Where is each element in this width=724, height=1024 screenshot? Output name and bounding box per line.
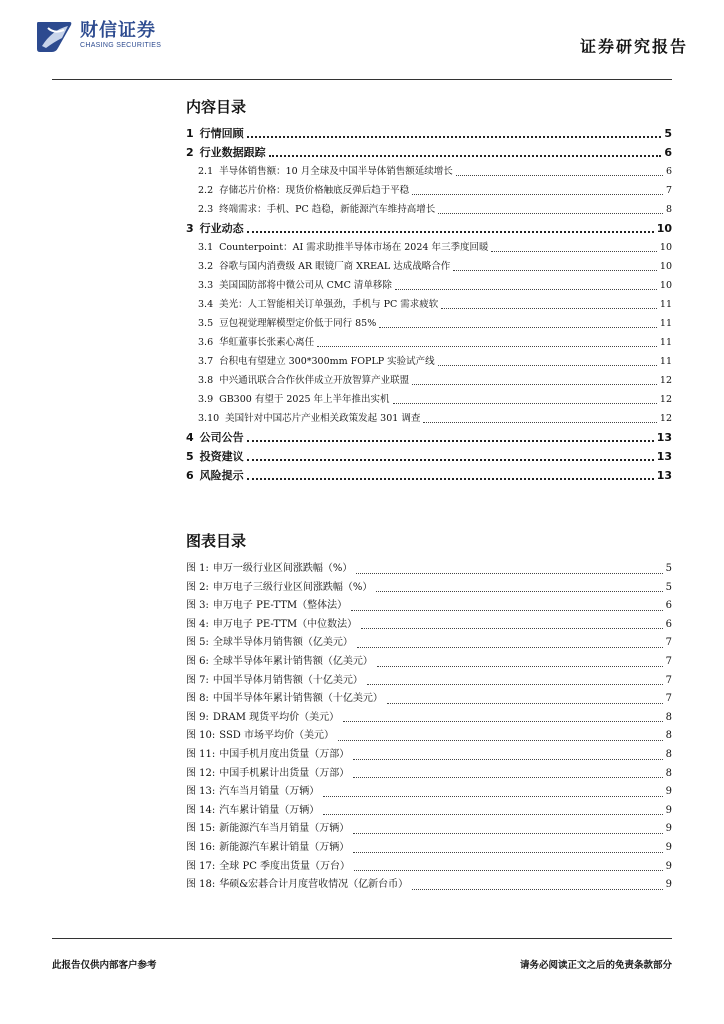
figure-list <box>186 560 672 895</box>
toc-entry-title: 行业数据跟踪 <box>199 146 266 159</box>
figure-entry-page: 8 <box>665 711 672 723</box>
figure-entry-title: DRAM 现货平均价（美元） <box>212 711 340 723</box>
toc-entry-title: 行业动态 <box>199 222 244 235</box>
figure-entry-title: 汽车当月销量（万辆） <box>219 786 320 798</box>
toc-entry-page: 10 <box>659 261 672 272</box>
figure-entry-page: 7 <box>665 693 672 705</box>
figure-entry-page: 9 <box>665 804 672 816</box>
figure-entry[interactable] <box>186 727 672 746</box>
dot-leader <box>353 777 662 778</box>
toc-entry-title: 美光：人工智能相关订单强劲，手机与 PC 需求疲软 <box>219 299 439 310</box>
figure-entry-page: 6 <box>665 600 672 612</box>
figure-entry-title: 全球半导体年累计销售额（亿美元） <box>212 655 373 667</box>
toc-entry[interactable] <box>186 390 672 409</box>
toc-entry-page: 7 <box>665 185 672 196</box>
toc-entry-number: 3.4 <box>198 299 214 310</box>
toc-entry-number: 2.2 <box>198 185 214 196</box>
figure-entry[interactable] <box>186 839 672 858</box>
figure-entry-title: 中国手机累计出货量（万部） <box>219 767 350 779</box>
toc-entry[interactable] <box>186 409 672 428</box>
toc-entry-number: 3.8 <box>198 375 214 386</box>
toc-entry-page: 13 <box>656 469 672 482</box>
toc-entry-title: 存储芯片价格：现货价格触底反弹后趋于平稳 <box>219 185 410 196</box>
figure-entry-number: 图 17: <box>186 860 216 872</box>
dot-leader <box>395 289 657 290</box>
toc-entry-page: 13 <box>656 431 672 444</box>
figure-entry[interactable] <box>186 858 672 877</box>
toc-entry-page: 10 <box>659 242 672 253</box>
toc-entry[interactable] <box>186 428 672 447</box>
figure-entry-number: 图 4: <box>186 618 209 630</box>
figure-entry-title: 中国手机月度出货量（万部） <box>219 748 350 760</box>
toc-entry[interactable] <box>186 238 672 257</box>
figure-entry[interactable] <box>186 616 672 635</box>
toc-entry-page: 11 <box>659 318 672 329</box>
dot-leader <box>453 270 657 271</box>
toc-entry-page: 5 <box>664 127 672 140</box>
dot-leader <box>247 440 654 442</box>
toc-entry-page: 12 <box>659 394 672 405</box>
dot-leader <box>353 833 662 834</box>
dot-leader <box>247 459 654 461</box>
dot-leader <box>247 136 662 138</box>
toc-entry[interactable] <box>186 314 672 333</box>
page-header <box>0 0 724 82</box>
figure-entry-page: 9 <box>665 879 672 891</box>
toc-entry[interactable] <box>186 295 672 314</box>
toc-entry-title: 投资建议 <box>199 450 244 463</box>
toc-entry-title: 半导体销售额：10 月全球及中国半导体销售额延续增长 <box>219 166 453 177</box>
figure-entry-page: 9 <box>665 786 672 798</box>
toc-title: 内容目录 <box>186 98 247 116</box>
toc-entry-number: 2.1 <box>198 166 214 177</box>
toc-entry[interactable] <box>186 162 672 181</box>
toc-entry-page: 6 <box>664 146 672 159</box>
toc-entry-page: 11 <box>659 337 672 348</box>
figure-entry-number: 图 7: <box>186 674 209 686</box>
toc-entry-title: 终端需求：手机、PC 趋稳，新能源汽车维持高增长 <box>219 204 436 215</box>
figure-entry[interactable] <box>186 820 672 839</box>
figure-entry-number: 图 15: <box>186 823 216 835</box>
figure-entry-page: 6 <box>665 618 672 630</box>
toc-entry-number: 1 <box>186 127 194 140</box>
toc-entry-number: 4 <box>186 431 194 444</box>
toc-entry[interactable] <box>186 200 672 219</box>
toc-entry[interactable] <box>186 352 672 371</box>
toc-entry-title: 中兴通讯联合合作伙伴成立开放智算产业联盟 <box>219 375 410 386</box>
dot-leader <box>456 175 663 176</box>
footer-divider <box>52 938 672 939</box>
footer-disclaimer-left: 此报告仅供内部客户参考 <box>52 960 157 971</box>
figure-entry[interactable] <box>186 672 672 691</box>
toc-entry[interactable] <box>186 466 672 485</box>
toc-entry-number: 3.5 <box>198 318 214 329</box>
figure-entry-title: 华硕&宏碁合计月度营收情况（亿新台币） <box>219 879 409 891</box>
figure-entry[interactable] <box>186 653 672 672</box>
toc-entry[interactable] <box>186 181 672 200</box>
figure-entry[interactable] <box>186 765 672 784</box>
figure-entry-number: 图 3: <box>186 600 209 612</box>
toc-entry-title: 谷歌与国内消费级 AR 眼镜厂商 XREAL 达成战略合作 <box>219 261 451 272</box>
figure-entry-title: 申万一级行业区间涨跌幅（%） <box>212 563 353 574</box>
toc-entry-page: 13 <box>656 450 672 463</box>
figure-entry-page: 8 <box>665 730 672 742</box>
toc-entry-title: 台积电有望建立 300*300mm FOPLP 实验试产线 <box>219 356 435 367</box>
figure-entry-title: 全球 PC 季度出货量（万台） <box>219 860 351 872</box>
dot-leader <box>269 155 662 157</box>
toc-entry-title: 美国国防部将中微公司从 CMC 清单移除 <box>219 280 392 291</box>
figure-entry-page: 8 <box>665 748 672 760</box>
toc-entry[interactable] <box>186 257 672 276</box>
figure-entry[interactable] <box>186 690 672 709</box>
figure-entry-page: 7 <box>665 655 672 667</box>
figure-entry-title: 申万电子三级行业区间涨跌幅（%） <box>212 581 373 593</box>
dot-leader <box>412 194 663 195</box>
toc-entry-page: 8 <box>665 204 672 215</box>
toc-entry-number: 5 <box>186 450 194 463</box>
toc-entry-number: 2 <box>186 146 194 159</box>
toc-entry-page: 10 <box>656 222 672 235</box>
figure-entry-title: SSD 市场平均价（美元） <box>219 730 335 742</box>
dot-leader <box>247 231 654 233</box>
dot-leader <box>377 666 663 667</box>
figure-entry[interactable] <box>186 802 672 821</box>
dot-leader <box>491 251 656 252</box>
toc-entry-title: 公司公告 <box>199 431 244 444</box>
company-logo <box>34 16 174 56</box>
dot-leader <box>356 573 662 574</box>
footer-disclaimer-right: 请务必阅读正文之后的免责条款部分 <box>519 960 672 971</box>
figure-entry-number: 图 11: <box>186 748 216 760</box>
dot-leader <box>354 870 663 871</box>
toc-entry[interactable] <box>186 276 672 295</box>
toc-entry-number: 3.7 <box>198 356 214 367</box>
figure-entry-number: 图 2: <box>186 581 209 593</box>
toc-entry-title: 美国针对中国芯片产业相关政策发起 301 调查 <box>225 413 421 424</box>
dot-leader <box>438 365 657 366</box>
dot-leader <box>367 684 663 685</box>
figure-entry-title: 申万电子 PE-TTM（中位数法） <box>212 618 358 630</box>
toc-entry-number: 3.6 <box>198 337 214 348</box>
toc-entry-number: 3 <box>186 222 194 235</box>
figure-entry-title: 中国半导体年累计销售额（十亿美元） <box>212 693 383 705</box>
logo-emblem-icon <box>34 16 74 56</box>
figure-entry-number: 图 13: <box>186 786 216 798</box>
figure-entry-number: 图 14: <box>186 804 216 816</box>
toc-entry-title: GB300 有望于 2025 年上半年推出实机 <box>219 394 390 405</box>
dot-leader <box>376 591 662 592</box>
figure-entry-title: 中国半导体月销售额（十亿美元） <box>212 674 363 686</box>
figures-title: 图表目录 <box>186 532 247 550</box>
dot-leader <box>351 610 663 611</box>
figure-entry[interactable] <box>186 597 672 616</box>
figure-entry-number: 图 8: <box>186 693 209 705</box>
dot-leader <box>353 759 662 760</box>
toc-entry-page: 12 <box>659 413 672 424</box>
toc-entry[interactable] <box>186 447 672 466</box>
toc-entry-page: 12 <box>659 375 672 386</box>
figure-entry[interactable] <box>186 783 672 802</box>
toc-entry-number: 2.3 <box>198 204 214 215</box>
toc-entry-title: 豆包视觉理解模型定价低于同行 85% <box>219 318 377 329</box>
toc-entry-page: 6 <box>665 166 672 177</box>
toc-entry-number: 3.1 <box>198 242 214 253</box>
figure-entry[interactable] <box>186 876 672 895</box>
dot-leader <box>412 889 662 890</box>
figure-entry-page: 8 <box>665 767 672 779</box>
figure-entry[interactable] <box>186 579 672 598</box>
toc-entry[interactable] <box>186 219 672 238</box>
dot-leader <box>343 721 663 722</box>
dot-leader <box>423 422 657 423</box>
figure-entry-page: 7 <box>665 637 672 649</box>
figure-entry-page: 5 <box>665 563 672 574</box>
header-divider <box>52 79 672 80</box>
toc-entry-title: 行情回顾 <box>199 127 244 140</box>
figure-entry-page: 9 <box>665 823 672 835</box>
dot-leader <box>438 213 663 214</box>
logo-chinese-name: 财信证券 <box>80 20 156 41</box>
dot-leader <box>357 647 663 648</box>
dot-leader <box>323 814 662 815</box>
figure-entry-number: 图 1: <box>186 563 209 574</box>
toc-entry-page: 11 <box>659 356 672 367</box>
toc-entry-title: 风险提示 <box>199 469 244 482</box>
toc-entry[interactable] <box>186 333 672 352</box>
logo-english-name: CHASING SECURITIES <box>80 42 162 49</box>
dot-leader <box>317 346 657 347</box>
figure-entry-title: 新能源汽车当月销量（万辆） <box>219 823 350 835</box>
report-type-label: 证券研究报告 <box>579 37 688 56</box>
figure-entry-page: 9 <box>665 841 672 853</box>
dot-leader <box>361 628 663 629</box>
figure-entry-title: 新能源汽车累计销量（万辆） <box>219 841 350 853</box>
figure-entry-title: 全球半导体月销售额（亿美元） <box>212 637 353 649</box>
figure-entry-number: 图 16: <box>186 841 216 853</box>
toc-entry-number: 3.10 <box>198 413 220 424</box>
toc-entry[interactable] <box>186 371 672 390</box>
figure-entry[interactable] <box>186 746 672 765</box>
dot-leader <box>441 308 657 309</box>
figure-entry[interactable] <box>186 634 672 653</box>
dot-leader <box>323 796 662 797</box>
toc-entry-page: 11 <box>659 299 672 310</box>
figure-entry-number: 图 9: <box>186 711 209 723</box>
figure-entry-title: 汽车累计销量（万辆） <box>219 804 320 816</box>
toc-entry-number: 6 <box>186 469 194 482</box>
figure-entry-page: 9 <box>665 860 672 872</box>
toc-entry[interactable] <box>186 143 672 162</box>
figure-entry-number: 图 10: <box>186 730 216 742</box>
dot-leader <box>393 403 657 404</box>
dot-leader <box>247 478 654 480</box>
figure-entry-title: 申万电子 PE-TTM（整体法） <box>212 600 348 612</box>
toc-entry-number: 3.3 <box>198 280 214 291</box>
figure-entry-number: 图 6: <box>186 655 209 667</box>
figure-entry-number: 图 18: <box>186 879 216 891</box>
figure-entry-number: 图 5: <box>186 637 209 649</box>
figure-entry-number: 图 12: <box>186 767 216 779</box>
toc-entry[interactable] <box>186 124 672 143</box>
dot-leader <box>338 740 663 741</box>
toc-entry-page: 10 <box>659 280 672 291</box>
figure-entry-page: 7 <box>665 674 672 686</box>
toc-entry-number: 3.2 <box>198 261 214 272</box>
dot-leader <box>387 703 663 704</box>
dot-leader <box>353 852 662 853</box>
dot-leader <box>379 327 657 328</box>
table-of-contents <box>186 124 672 485</box>
toc-entry-title: 华虹董事长张素心离任 <box>219 337 315 348</box>
toc-entry-title: Counterpoint：AI 需求助推半导体市场在 2024 年三季度回暖 <box>219 242 489 253</box>
dot-leader <box>412 384 657 385</box>
figure-entry-page: 5 <box>665 581 672 593</box>
figure-entry[interactable] <box>186 709 672 728</box>
figure-entry[interactable] <box>186 560 672 579</box>
toc-entry-number: 3.9 <box>198 394 214 405</box>
